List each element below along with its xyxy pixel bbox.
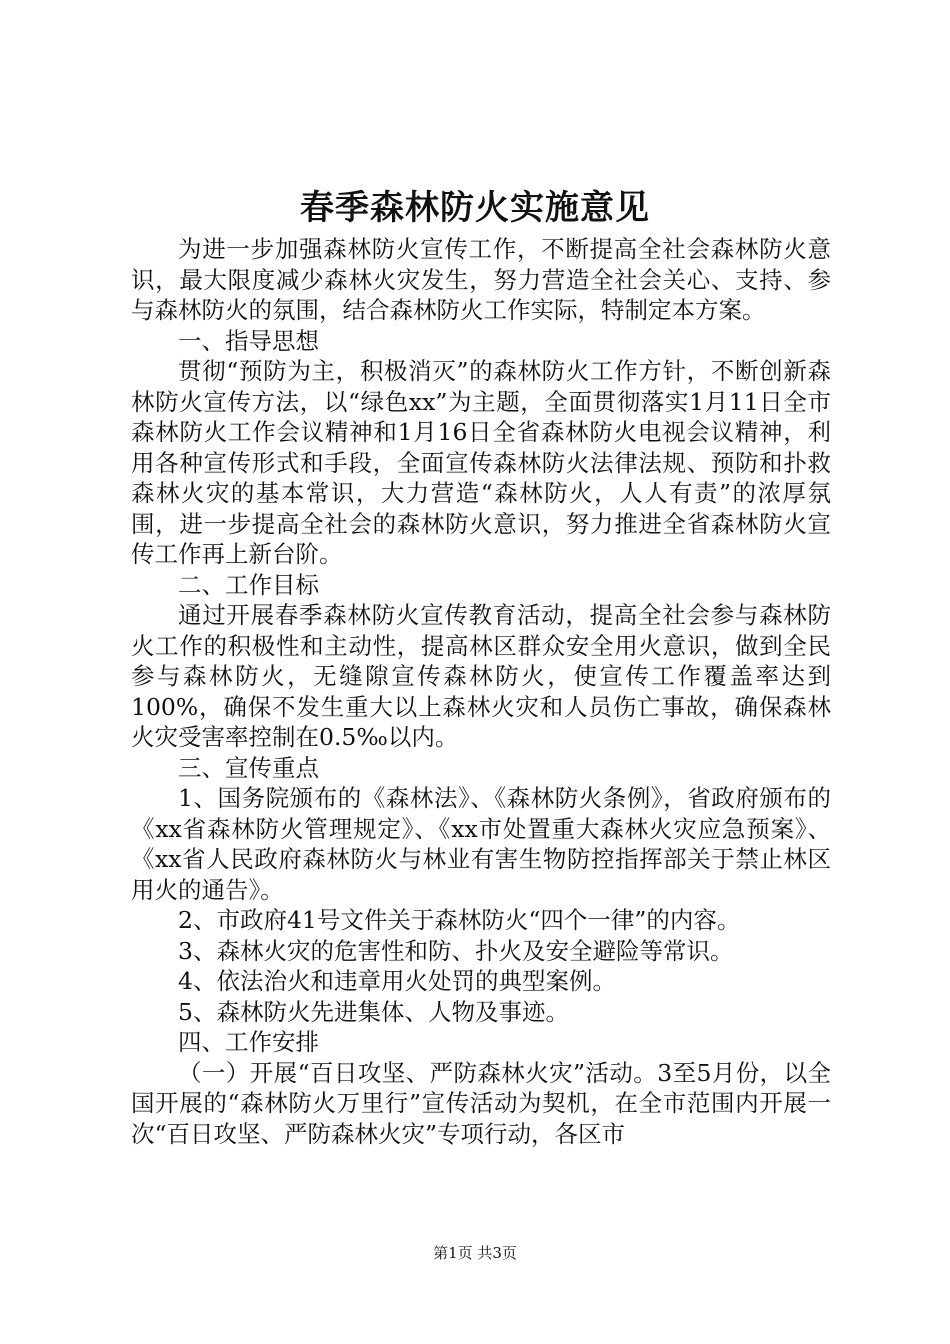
list-item-focus-4: 4、依法治火和违章用火处罚的典型案例。 bbox=[178, 967, 616, 995]
list-item-focus-5: 5、森林防火先进集体、人物及事迹。 bbox=[178, 997, 569, 1026]
paragraph-arrangement-1: （一）开展“百日攻坚、严防森林火灾”活动。3至5月份，以全国开展的“森林防火万里行”宣传活动为契机，在全市范围内开展一次“百日攻坚、严防森林火灾”专项行动，各区市 bbox=[131, 1058, 831, 1148]
document-body bbox=[131, 234, 831, 1149]
heading-guiding-thought: 一、指导思想 bbox=[178, 326, 319, 355]
paragraph-intro: 为进一步加强森林防火宣传工作，不断提高全社会森林防火意识，最大限度减少森林火灾发生，努力营造全社会关心、支持、参与森林防火的氛围，结合森林防火工作实际，特制定本方案。 bbox=[131, 235, 831, 324]
page-footer: 第1页 共3页 bbox=[433, 1244, 517, 1262]
heading-publicity-focus: 三、宣传重点 bbox=[178, 753, 319, 782]
list-item-focus-2: 2、市政府41号文件关于森林防火“四个一律”的内容。 bbox=[178, 906, 741, 934]
paragraph-guiding-thought: 贯彻“预防为主，积极消灭”的森林防火工作方针，不断创新森林防火宣传方法，以“绿色xx”为主题，全面贯彻落实1月11日全市森林防火工作会议精神和1月16日全省森林防火电视会议精神，利用各种宣传形式和手段，全面宣传森林防火法律法规、预防和扑救森林火灾的基本常识，大力营造“森林防火，人人有责”的浓厚氛围，进一步提高全社会的森林防火意识，努力推进全省森林防火宣传工作再上新台阶。 bbox=[131, 357, 831, 568]
heading-work-goals: 二、工作目标 bbox=[178, 570, 319, 599]
list-item-focus-3: 3、森林火灾的危害性和防、扑火及安全避险等常识。 bbox=[178, 936, 734, 965]
list-item-focus-1: 1、国务院颁布的《森林法》、《森林防火条例》，省政府颁布的《xx省森林防火管理规定》、《xx市处置重大森林火灾应急预案》、《xx省人民政府森林防火与林业有害生物防控指挥部关于禁止林区用火的通告》。 bbox=[131, 784, 831, 904]
document-title: 春季森林防火实施意见 bbox=[300, 188, 650, 228]
paragraph-work-goals: 通过开展春季森林防火宣传教育活动，提高全社会参与森林防火工作的积极性和主动性，提高林区群众安全用火意识，做到全民参与森林防火，无缝隙宣传森林防火，使宣传工作覆盖率达到100%，确保不发生重大以上森林火灾和人员伤亡事故，确保森林火灾受害率控制在0.5‰以内。 bbox=[131, 601, 831, 751]
heading-work-arrangement: 四、工作安排 bbox=[178, 1028, 319, 1056]
